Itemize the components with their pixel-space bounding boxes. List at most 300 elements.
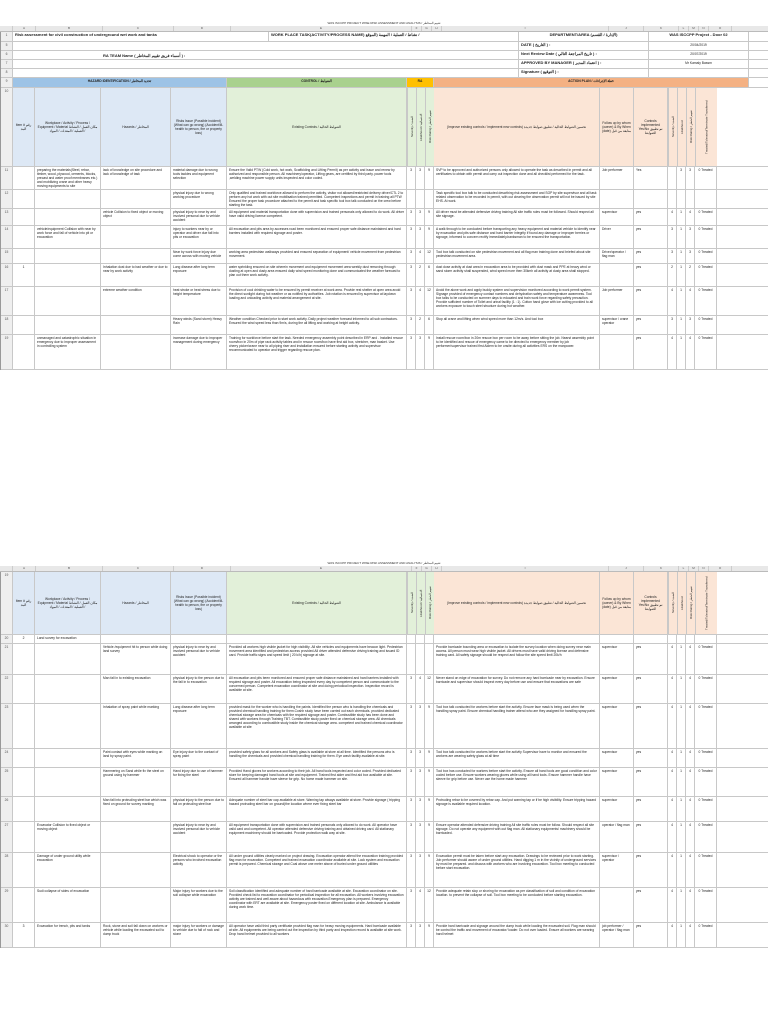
existing-controls: Soil classification identified and adequate number of hard barricade available at site. Excavation coordinator on site. Provided check list to excavation coordinator for periodical inspection for all excavation. All workers involving excavation activity are trained and well aware about hazardous with excavation.Emergency plan is prepared. Emergency coordinator with ERT are available at site. Emergency poster fixed on different location at site. Ambulance is available during work time.	[227, 888, 407, 922]
residual-risk: 3	[686, 167, 695, 189]
department-label: DEPARTMENT/AREA (الإدارة / القسم)	[519, 32, 649, 41]
existing-controls: Provided all workers high visible jacket for high visibility .All site vehicles and equipments have beacon light. Pedestrian movement area identified and pedestrian access provided.All driver attended defensive driving training and issued ID card. Provide traffic signs and speed limit ( 20 k/h) signage at site.	[227, 644, 407, 674]
treatment-status: 0 Treated	[695, 287, 717, 315]
implemented-value: yes	[634, 249, 668, 263]
improvement-action: A walk through to be conducted before transporting any heavy equipment and material vehicle to identify near by excavation and pits safe distance and hard barrier integrity if found any damage or improper berries or signage, informed to concern rectify immediately.banksman to be ensured the transportation.	[434, 226, 600, 248]
possible-incident: injury to workers near by or operator and driver due fall into pits or excavation	[171, 226, 227, 248]
item-number	[13, 853, 35, 887]
risk-rating-value: 12	[425, 287, 434, 315]
treatment-status: 0 Treated	[695, 167, 717, 189]
implemented-value	[634, 635, 668, 643]
work-place-label: WORK PLACE TASK(ACTIVITY/PROCESS NAME) نشاط / العملية / المهمة (الموقع /	[269, 32, 519, 41]
risk-row	[1, 167, 768, 190]
severity-value: 3	[407, 226, 416, 248]
header-risk-rating: Risk Rating / تقييم الخطر	[425, 572, 434, 634]
residual-risk: 4	[686, 644, 695, 674]
implemented-value: yes	[634, 264, 668, 286]
risk-row	[1, 209, 768, 226]
column-letter: H	[432, 566, 442, 571]
existing-controls: All excavation and pits area by accesses road been monitored and ensured proper safe distance maintained and hard barriers installed with required signage and poster.	[227, 226, 407, 248]
action-plan-header: ACTION PLAN / خطة الإجراءات	[434, 78, 749, 87]
column-letter: L	[679, 26, 689, 31]
column-letter: A	[13, 566, 36, 571]
possible-incident: Major injury for workers due to the soil collapse while excavation	[171, 888, 227, 922]
follow-up-owner: Job performer	[600, 287, 634, 315]
existing-controls	[227, 635, 407, 643]
section-band-row: 9 HAZARD IDENTIFICATION / تحديد المخاطر CONTROL / الضوابط RA ACTION PLAN / خطة الإجراءات	[1, 78, 768, 88]
likelihood-value: 3	[416, 167, 425, 189]
existing-controls: Adequate number of steel bar cap available at store. Warning tap always available at store. Provide signage ( tripping hazard protruding steel bar on ground)the location where ever fixing steel bar	[227, 797, 407, 821]
residual-risk: 4	[686, 209, 695, 225]
treatment-status	[695, 190, 717, 208]
row-number: 17	[1, 287, 13, 315]
follow-up-owner: operator / flag man	[600, 822, 634, 852]
residual-risk: 4	[686, 797, 695, 821]
follow-up-owner: supervisor	[600, 644, 634, 674]
risk-rating-value: 9	[425, 797, 434, 821]
row-number: 19	[1, 335, 13, 369]
project-name: WAS ISCCPP Project - Door 02	[649, 32, 749, 41]
column-letter: L	[679, 566, 689, 571]
residual-likelihood	[677, 190, 686, 208]
residual-severity: 4	[668, 822, 677, 852]
header-hazards: Hazards / المخاطر	[101, 572, 171, 634]
treatment-status: 0 Treated	[695, 888, 717, 922]
residual-risk: 4	[686, 822, 695, 852]
header-workplace: Workplace / Activity / Process / Equipment / Material مكان العمل / النشاط / العملية / المعدات / المواد	[35, 88, 101, 166]
workplace-activity	[35, 287, 101, 315]
risk-rating-value: 9	[425, 335, 434, 369]
header-treatment: Treated/Tolerated/Terminate Transferred	[695, 572, 717, 634]
hazard-identification-header: HAZARD IDENTIFICATION / تحديد المخاطر	[13, 78, 227, 87]
hazard-description	[101, 888, 171, 922]
risk-row	[1, 704, 768, 749]
risk-rating-value: 9	[425, 704, 434, 748]
residual-severity: 4	[668, 768, 677, 796]
risk-assessment-sheet: 1 Risk assessment for civil construction of underground wet work and tanks WORK PLACE TASK(ACTIVITY/PROCESS NAME) نشاط / العملية / المهمة (الموقع / DEPARTMENT/AREA (الإدارة / القسم) WAS ISCCPP Project - Door 02 5 DATE ( التاريخ ) : 20/04/2019 6 RA TEAM Name ( أسماء فريق تقييم المخاطر ) : Next Review Date ( تاريخ المراجعة التالي ) : 20/07/2019 7 APPROVED BY MANAGER ( اعتماد المدير ) : Mr Kamaly Bassm 8 Signature ( التوقيع ) : 9 HAZARD IDENTIFICATION / تحديد المخاطر CONTROL / الضوابط RA ACTION PLAN / خطة الإجراءات 10 Item # رقم البند Workplace / Activity / Process / Equipment / Material مكان العمل / النشاط / العملية / المعدات / المواد Hazards / المخاطر Risks Issue (Possible incident) (What can go wrong) (Accident/ill-health to person, fire or property loss) Existing Controls / الضوابط الحالية Severity / الشدة Likelihood / الاحتمالية Risk Rating / تقييم الخطر (Improve existing controls / implement new controls) تحسين الضوابط الحالية / تطبيق ضوابط جديدة Follow up by whom (owner) & By When (date) متابعة من قبل Controls implemented Yes/No تم تطبيق الضوابط Severity / الشدة Likelihood Risk Rating / تقييم الخطر Treated/Tolerated/Terminate Transferred 11 preparing the materials(Steel, rebar, timber, wood, plywood, cements, blocks, precast and water proof membranes etc.) and mobilizing crane and other heavy moving equipments to site lack of knowledge on site procedure and lack of knowledge of task material damage due to wrong tools tackles and equipment selection Ensure the Valid PTW (Cold work, hot work, Scaffolding and Lifting Permit) as per activity and issue and renew by authorized and responsible person. All machinery/operator, Lifting gears, are certified by third party. power tools ,welding machine power supply units inspected and color coded. 3 3 9 SVP to be approved and authorized persons only allowed to operate the task as described in permit and all certificates to obtain with permit and carry out inspection done and all checklist performed for the task. Job performer Yes 3 3 0 Treated 12 physical injury due to wrong working procedure Only qualified and trained workforce allowed to perform the activity, visitor not allowed/restricted delivery driver/CTL 2 to perform any hot work with out site mobilisation trained permitted. Competent inspections and permit in training all PTW Ensured the proper task procedure attached to the permit and task specific tool box talk conducted on the crew before starting the task. Task specific tool box talk to be conducted describing risk assessment and SOP by site supervisor and all task related observation to be recorded in permit, with out clearing the observation permit will not be issued by site EHS. At work. 13 vehicle Collision to fixed object or moving object physical injury to near by and involved personal due to vehicle accident All equipment and material transportation done with supervision and trained personals only allowed to do work. All driver have valid driving license competent. 3 3 9 All driver must be attended defensive driving training All site traffic rules must be followed. Should respect all site signage. supervisor yes 4 1 4 0 Treated 14 vehicle/equipment Collision with near by work force and fall of vehicle into pit or excavation injury to workers near by or operator and driver due fall into pits or excavation All excavation and pits area by accesses road been monitored and ensured proper safe distance maintained and hard barriers installed with required signage and poster. 3 3 9 A walk through to be conducted before transporting any heavy equipment and material vehicle to identify near by excavation and pits safe distance and hard barrier integrity if found any damage or improper berries or signage, informed to concern rectify immediately.banksman to be ensured the transportation. Driver yes 3 1 3 0 Treated 15 Near by work force injury due come across with moving vehicle working area pedestrian walkways provided and ensured separation of equipment/ vehicle movement from pedestrian movement. 3 4 12 Tool box talk conducted on site pedestrian movement and all flag man training done and briefed about site pedestrian movement area. Driver/operator / flag man yes 3 1 3 0 Treated 16 1 Inhalation dust due to bad weather or due to near by work activity Lung disease after long term exposure water sprinkling ensured on site wherein movement and equipment movement area weekly dust removing through dusting at open and dusty area ensured daily wind speed monitoring done and communicated the weather forecast to plan out them work activity. 3 2 6 dust dose activity at dust area in excavation area to be provided with dust mask and PPE at heavy wind or sand storm activity shall suspended, wind speed more then 30kmh all activity at dusty area shall stopped. yes 2 1 2 0 Treated 17 extreme weather condition heat stroke or heat stress due to height temperature Provision of cool drinking water to be ensured by permit receiver at work area. Provide rest shelter at open area avoid the direct sunlight during hot weather or as notified by authorities. Job rotation is ensured by supervisor at laydown loading and unloading activity and material arrangement at site. 3 4 12 Avoid the alone work and apply buddy system and supervision monitored according to work permit system. Signage provided of emergency contact numbers and dehydration safety and temperature awareness. Tool box talks to be conducted on summer days to educated and train work force regarding safety precaution. Provide sufficient number of Toilet and urinal facility (1 : 1). Cotton hand glove with ice cutting provided to all workers exposure to touch steel structure during hot weather. Job performer yes 4 1 4 0 Treated 18 Heavy winds (Sand storm) Heavy Rain Weather condition Checked prior to start work activity. Daily project weather forecast informed to all sub contractors. Ensured the wind speed less than 9m/s, during the all lifting and working at height activity. 3 2 6 Stop all crane and lifting when wind speed more than 12m/s. And tool box supervisor / crane operator yes 3 1 3 0 Treated 19 unmanaged and catastrophic situation in emergency due to improper assessment in controlling system increase damage due to improper management during emergency Training for workforce before start the task. Needed emergency assembly point described in ERP and . Installed rescue room/box in 20m of pipe rack activity tables and in rescue room/box have first aid box, stretcher, man basket. Use cherry picker/crane near to all piping riser and installation ensured before starting activity and supervisor recommunicated to operator and trigger regarding rescue plan. 3 3 9 Install rescue room/box in 20m rescue box per room to be away before sitting the job. Nearst assembly point to be identified and rescue of emergency came to be directed to emergency member by job performer/supervisor trained first Aidem to be onsite during all activities ERS on the manpower. yes 4 1 4 0 Treated	[0, 32, 768, 370]
hazard-description	[101, 190, 171, 208]
residual-likelihood: 1	[677, 644, 686, 674]
possible-incident: increase damage due to improper management during emergency	[171, 335, 227, 369]
likelihood-value: 4	[416, 675, 425, 703]
follow-up-owner: Driver	[600, 226, 634, 248]
workplace-activity	[35, 704, 101, 748]
item-number	[13, 768, 35, 796]
severity-value	[407, 190, 416, 208]
severity-value: 3	[407, 822, 416, 852]
risk-rating-value: 9	[425, 822, 434, 852]
header-improve-controls: (Improve existing controls / implement new controls) تحسين الضوابط الحالية / تطبيق ضوابط جديدة	[434, 572, 600, 634]
date-label: DATE ( التاريخ ) :	[519, 42, 649, 50]
date-value: 20/04/2019	[649, 42, 749, 50]
column-letter: D	[174, 566, 231, 571]
workplace-activity: Damage of under ground utility while excavation	[35, 853, 101, 887]
likelihood-value: 4	[416, 287, 425, 315]
hazard-description: Hammering on Sand while fix the steel on ground using by hammer	[101, 768, 171, 796]
residual-severity: 4	[668, 704, 677, 748]
follow-up-owner	[600, 264, 634, 286]
sheet-title: Risk assessment for civil construction of underground wet work and tanks	[13, 32, 269, 41]
item-number: 3	[13, 923, 35, 947]
column-letter: C	[103, 26, 174, 31]
residual-severity: 4	[668, 853, 677, 887]
residual-risk: 4	[686, 675, 695, 703]
hazard-description: Inhalation dust due to bad weather or due to near by work activity	[101, 264, 171, 286]
residual-risk	[686, 190, 695, 208]
risk-rating-value: 9	[425, 209, 434, 225]
existing-controls: Provided Hand gloves for workers according to their job. All hand tools inspected and color coded. Provided dedicated store for keeping damaged hand tools at site and equipment. Trained first aider and first aid box available at site. Ensured all hammer handle have sleeve for grip. No home made hammer on site.	[227, 768, 407, 796]
residual-risk: 4	[686, 923, 695, 947]
hazard-description: vehicle Collision to fixed object or moving object	[101, 209, 171, 225]
improvement-action: Avoid the alone work and apply buddy system and supervision monitored according to work permit system. Signage provided of emergency contact numbers and dehydration safety and temperature awareness. Tool box talks to be conducted on summer days to educated and train work force regarding safety precaution. Provide sufficient number of Toilet and urinal facility (1 : 1). Cotton hand glove with ice cutting provided to all workers exposure to touch steel structure during hot weather.	[434, 287, 600, 315]
residual-likelihood: 1	[677, 888, 686, 922]
risk-row	[1, 797, 768, 822]
hazard-description	[101, 853, 171, 887]
risk-rows-page-1	[1, 167, 768, 370]
severity-value: 3	[407, 797, 416, 821]
risk-row	[1, 923, 768, 948]
row-number: 21	[1, 644, 13, 674]
risk-row	[1, 249, 768, 264]
residual-risk: 4	[686, 853, 695, 887]
item-number: 2	[13, 635, 35, 643]
residual-risk: 4	[686, 749, 695, 767]
hazard-description	[101, 249, 171, 263]
header-possible-incident: Risks Issue (Possible incident) (What can go wrong) (Accident/ill-health to person, fire or property loss)	[171, 572, 227, 634]
severity-value: 3	[407, 264, 416, 286]
column-letter: H	[432, 26, 442, 31]
likelihood-value: 3	[416, 209, 425, 225]
existing-controls: All equipment transportation done with supervision and trained personals only allowed to do work. All operator have valid card and competent. All operator attended defensive driving training and obtained driving card. All stationary equipment machinery should be barricaded. Provide protection walk way at site.	[227, 822, 407, 852]
hazard-description	[101, 226, 171, 248]
workplace-activity	[35, 264, 101, 286]
follow-up-owner: supervisor / operator	[600, 853, 634, 887]
item-number	[13, 316, 35, 334]
column-letter: B	[36, 26, 103, 31]
possible-incident: Lung disease after long term exposure	[171, 704, 227, 748]
row-number: 14	[1, 226, 13, 248]
sheet-page-1	[0, 20, 768, 370]
workplace-activity	[35, 768, 101, 796]
implemented-value: yes	[634, 888, 668, 922]
item-number	[13, 888, 35, 922]
workplace-activity	[35, 644, 101, 674]
column-header-row-2	[1, 572, 768, 635]
residual-likelihood: 1	[677, 209, 686, 225]
sheet-page-2	[0, 560, 768, 948]
improvement-action: Tool box talk conducted for workers before start the activity Supervisor have to monitor and ensured the workers are wearing safety glass at all time	[434, 749, 600, 767]
residual-likelihood: 1	[677, 853, 686, 887]
existing-controls: working area pedestrian walkways provided and ensured separation of equipment/ vehicle movement from pedestrian movement.	[227, 249, 407, 263]
risk-rows-page-2	[1, 635, 768, 948]
item-number	[13, 749, 35, 767]
likelihood-value	[416, 635, 425, 643]
residual-likelihood	[677, 635, 686, 643]
improvement-action: Task specific tool box talk to be conducted describing risk assessment and SOP by site supervisor and all task related observation to be recorded in permit, with out clearing the observation permit will not be issued by site EHS. At work.	[434, 190, 600, 208]
header-severity: Severity / الشدة	[407, 88, 416, 166]
residual-severity: 2	[668, 264, 677, 286]
follow-up-owner	[600, 335, 634, 369]
column-letter: F	[412, 566, 422, 571]
column-letter: J	[609, 26, 644, 31]
column-letter: E	[231, 26, 412, 31]
column-letter: E	[231, 566, 412, 571]
residual-likelihood: 1	[677, 264, 686, 286]
residual-severity: 4	[668, 209, 677, 225]
column-letter: A	[13, 26, 36, 31]
treatment-status: 0 Treated	[695, 822, 717, 852]
residual-severity: 4	[668, 335, 677, 369]
improvement-action: Protruding rebar to be covered by rebar cap. And put warning tap or if be high visibility. Ensure tripping hazard signage is available required location.	[434, 797, 600, 821]
existing-controls: Provision of cool drinking water to be ensured by permit receiver at work area. Provide rest shelter at open area avoid the direct sunlight during hot weather or as notified by authorities. Job rotation is ensured by supervisor at laydown loading and unloading activity and material arrangement at site.	[227, 287, 407, 315]
column-letter: K	[644, 26, 679, 31]
implemented-value: yes	[634, 822, 668, 852]
residual-severity: 4	[668, 888, 677, 922]
likelihood-value: 2	[416, 316, 425, 334]
possible-incident: physical injury to near by and involved personal due to vehicle accident	[171, 644, 227, 674]
hazard-description	[101, 635, 171, 643]
residual-likelihood: 3	[677, 167, 686, 189]
residual-severity: 4	[668, 287, 677, 315]
risk-row	[1, 226, 768, 249]
likelihood-value: 3	[416, 797, 425, 821]
item-number	[13, 704, 35, 748]
improvement-action: Stop all crane and lifting when wind speed more than 12m/s. And tool box	[434, 316, 600, 334]
column-letter: O	[709, 26, 732, 31]
treatment-status: 0 Treated	[695, 335, 717, 369]
column-letter	[0, 26, 13, 31]
header-likelihood-2: Likelihood	[677, 572, 686, 634]
residual-risk: 3	[686, 249, 695, 263]
possible-incident: Lung disease after long term exposure	[171, 264, 227, 286]
severity-value: 3	[407, 167, 416, 189]
review-date-value: 20/07/2019	[649, 51, 749, 59]
residual-risk: 4	[686, 335, 695, 369]
risk-rating-value: 9	[425, 167, 434, 189]
header-severity-2: Severity / الشدة	[668, 572, 677, 634]
workplace-activity	[35, 316, 101, 334]
hazard-description: Rock, stone and soil fall down on workers or vehicle while loading the excavated soil to dump truck	[101, 923, 171, 947]
approved-by-label: APPROVED BY MANAGER ( اعتماد المدير ) :	[519, 60, 649, 68]
possible-incident: Eye injury due to the contact of spray paint	[171, 749, 227, 767]
follow-up-owner: supervisor	[600, 209, 634, 225]
treatment-status: 0 Treated	[695, 768, 717, 796]
follow-up-owner: Job performer	[600, 167, 634, 189]
column-letter: M	[689, 26, 699, 31]
improvement-action: dust dose activity at dust area in excavation area to be provided with dust mask and PPE at heavy wind or sand storm activity shall suspended, wind speed more then 30kmh all activity at dusty area shall stopped.	[434, 264, 600, 286]
risk-row	[1, 675, 768, 704]
improvement-action: Tool box talk conducted on site pedestrian movement and all flag man training done and briefed about site pedestrian movement area.	[434, 249, 600, 263]
residual-risk	[686, 635, 695, 643]
implemented-value: yes	[634, 335, 668, 369]
improvement-action: Provide adequate retain slop or shoring for excavation as per classification of soil and condition of excavation location. to prevent the collapse of soil. Tool box meeting to be conducted before starting excavation.	[434, 888, 600, 922]
workplace-activity	[35, 749, 101, 767]
item-number	[13, 190, 35, 208]
workplace-activity: Excavator Collision to fixed object or moving object	[35, 822, 101, 852]
risk-rating-value: 12	[425, 675, 434, 703]
row-number: 13	[1, 209, 13, 225]
treatment-status: 0 Treated	[695, 264, 717, 286]
residual-severity: 4	[668, 644, 677, 674]
improvement-action: SVP to be approved and authorized persons only allowed to operate the task as described in permit and all certificates to obtain with permit and carry out inspection done and all checklist performed for the task.	[434, 167, 600, 189]
existing-controls: All equipment and material transportation done with supervision and trained personals only allowed to do work. All driver have valid driving license competent.	[227, 209, 407, 225]
severity-value: 3	[407, 675, 416, 703]
residual-likelihood: 1	[677, 768, 686, 796]
treatment-status: 0 Treated	[695, 704, 717, 748]
improvement-action: Tool box talk conducted for workers before start the activity. Ensure face mask is being used when the handling spray paint. Ensure chemical handling trainer attend who are they assigned for handling spray paint.	[434, 704, 600, 748]
residual-likelihood: 1	[677, 249, 686, 263]
treatment-status: 0 Treated	[695, 249, 717, 263]
severity-value	[407, 635, 416, 643]
residual-likelihood: 1	[677, 923, 686, 947]
residual-likelihood: 1	[677, 316, 686, 334]
residual-risk: 4	[686, 888, 695, 922]
approved-by-value: Mr Kamaly Bassm	[649, 60, 749, 68]
column-letter: O	[709, 566, 732, 571]
row-number: 29	[1, 888, 13, 922]
column-letter: I	[442, 26, 609, 31]
row-number: 16	[1, 264, 13, 286]
likelihood-value: 2	[416, 264, 425, 286]
improvement-action: Ensure operator attended defensive driving training All site traffic rules must be follow. Should respect all site signage. Do not operate any equipment with out flag man. All stationary equipments/ machinery should be barricaded.	[434, 822, 600, 852]
implemented-value: yes	[634, 316, 668, 334]
likelihood-value: 3	[416, 749, 425, 767]
workplace-activity: preparing the materials(Steel, rebar, timber, wood, plywood, cements, blocks, precast and water proof membranes etc.) and mobilizing crane and other heavy moving equipments to site	[35, 167, 101, 189]
hazard-description	[101, 335, 171, 369]
hazard-description: Inhalation of spray paint while marking	[101, 704, 171, 748]
possible-incident: Heavy winds (Sand storm) Heavy Rain	[171, 316, 227, 334]
header-severity: Severity / الشدة	[407, 572, 416, 634]
workplace-activity	[35, 249, 101, 263]
implemented-value	[634, 190, 668, 208]
hazard-description: extreme weather condition	[101, 287, 171, 315]
workplace-activity: vehicle/equipment Collision with near by work force and fall of vehicle into pit or excavation	[35, 226, 101, 248]
risk-rating-value	[425, 635, 434, 643]
row-number: 30	[1, 923, 13, 947]
header-controls-implemented: Controls implemented Yes/No تم تطبيق الضوابط	[634, 572, 668, 634]
risk-rating-value: 12	[425, 888, 434, 922]
implemented-value: yes	[634, 704, 668, 748]
existing-controls: Weather condition Checked prior to start work activity. Daily project weather forecast informed to all sub contractors. Ensured the wind speed less than 9m/s, during the all lifting and working at height activity.	[227, 316, 407, 334]
residual-severity	[668, 635, 677, 643]
hazard-description	[101, 316, 171, 334]
document-header: WAS ISCCPP PROJECT WISE RISK ASSESSMENT AND ANALYSIS / تقييم المخاطر	[327, 21, 441, 25]
header-likelihood-2: Likelihood	[677, 88, 686, 166]
improvement-action: Never stand on edge of excavation for survey. Do not remove any hard barricade near by excavation. Ensure barricade and supervisor should inspect every day before use and ensure that excavations are safe	[434, 675, 600, 703]
column-letter: M	[689, 566, 699, 571]
likelihood-value: 3	[416, 226, 425, 248]
follow-up-owner: supervisor	[600, 675, 634, 703]
workplace-activity	[35, 675, 101, 703]
treatment-status: 0 Treated	[695, 316, 717, 334]
risk-row	[1, 264, 768, 287]
risk-rating-value	[425, 190, 434, 208]
risk-row	[1, 287, 768, 316]
risk-row	[1, 316, 768, 335]
hazard-description: lack of knowledge on site procedure and lack of knowledge of task	[101, 167, 171, 189]
likelihood-value: 3	[416, 923, 425, 947]
column-letter: D	[174, 26, 231, 31]
row-number: 22	[1, 675, 13, 703]
severity-value: 3	[407, 923, 416, 947]
row-number: 26	[1, 797, 13, 821]
possible-incident: Near by work force injury due come across with moving vehicle	[171, 249, 227, 263]
risk-rating-value: 9	[425, 768, 434, 796]
follow-up-owner: Driver/operator / flag man	[600, 249, 634, 263]
implemented-value: yes	[634, 226, 668, 248]
existing-controls: Training for workforce before start the task. Needed emergency assembly point described in ERP and . Installed rescue room/box in 20m of pipe rack activity tables and in rescue room/box have first aid box, stretcher, man basket. Use cherry picker/crane near to all piping riser and installation ensured before starting activity and supervisor recommunicated to operator and trigger regarding rescue plan.	[227, 335, 407, 369]
likelihood-value: 4	[416, 888, 425, 922]
possible-incident: Electrical shock to operator or the persons who involved excavation activity	[171, 853, 227, 887]
column-letter: N	[699, 26, 709, 31]
header-risk-rating-2: Risk Rating / تقييم الخطر	[686, 88, 695, 166]
residual-risk: 2	[686, 264, 695, 286]
residual-severity	[668, 190, 677, 208]
title-row: 1 Risk assessment for civil construction of underground wet work and tanks WORK PLACE TASK(ACTIVITY/PROCESS NAME) نشاط / العملية / المهمة (الموقع / DEPARTMENT/AREA (الإدارة / القسم) WAS ISCCPP Project - Door 02	[1, 32, 768, 42]
severity-value: 3	[407, 287, 416, 315]
existing-controls: water sprinkling ensured on site wherein movement and equipment movement area weekly dust removing through dusting at open and dusty area ensured daily wind speed monitoring done and communicated the weather forecast to plan out them work activity.	[227, 264, 407, 286]
header-hazards: Hazards / المخاطر	[101, 88, 171, 166]
existing-controls: Ensure the Valid PTW (Cold work, hot work, Scaffolding and Lifting Permit) as per activity and issue and renew by authorized and responsible person. All machinery/operator, Lifting gears, are certified by third party. power tools ,welding machine power supply units inspected and color coded.	[227, 167, 407, 189]
possible-incident: material damage due to wrong tools tackles and equipment selection	[171, 167, 227, 189]
existing-controls: All operator have valid third party certificate provided flag man for heavy moving equipments. Hard barricade available at site. All equipments are being carried out the inspection by third party and inspection record is available at site work. Drop hand helmet provided to all workers	[227, 923, 407, 947]
existing-controls: All excavation and pits been monitored and ensured proper safe distance maintained and hard barriers installed with required signage and poster. All excavation being inspected every day by competent person and communicate to the concerned person. Competent excavation coordinator at site and doing periodical inspection. Inspection record is available at site.	[227, 675, 407, 703]
item-number	[13, 249, 35, 263]
likelihood-value	[416, 644, 425, 674]
residual-risk: 3	[686, 226, 695, 248]
improvement-action	[434, 635, 600, 643]
residual-likelihood: 1	[677, 749, 686, 767]
header-likelihood: Likelihood / الاحتمالية	[416, 572, 425, 634]
possible-incident	[171, 635, 227, 643]
treatment-status: 0 Treated	[695, 923, 717, 947]
implemented-value: yes	[634, 644, 668, 674]
item-number	[13, 675, 35, 703]
row-number: 28	[1, 853, 13, 887]
signature-label: Signature ( التوقيع ) :	[519, 69, 649, 77]
residual-likelihood: 1	[677, 797, 686, 821]
hazard-description	[101, 822, 171, 852]
item-number	[13, 644, 35, 674]
column-letter	[0, 566, 13, 571]
risk-row	[1, 853, 768, 888]
residual-severity: 4	[668, 749, 677, 767]
risk-row	[1, 822, 768, 853]
implemented-value: yes	[634, 287, 668, 315]
header-existing-controls: Existing Controls / الضوابط الحالية	[227, 572, 407, 634]
row-number: 18	[1, 316, 13, 334]
risk-row	[1, 635, 768, 644]
item-number: 1	[13, 264, 35, 286]
residual-severity: 3	[668, 249, 677, 263]
header-risk-rating: Risk Rating / تقييم الخطر	[425, 88, 434, 166]
follow-up-owner	[600, 888, 634, 922]
risk-row	[1, 190, 768, 209]
header-possible-incident: Risks Issue (Possible incident) (What can go wrong) (Accident/ill-health to person, fire or property loss)	[171, 88, 227, 166]
risk-rating-value: 9	[425, 749, 434, 767]
treatment-status: 0 Treated	[695, 797, 717, 821]
row-number: 19	[1, 572, 13, 634]
treatment-status: 0 Treated	[695, 675, 717, 703]
treatment-status: 0 Treated	[695, 209, 717, 225]
likelihood-value: 3	[416, 853, 425, 887]
severity-value: 3	[407, 888, 416, 922]
header-item: Item # رقم البند	[13, 88, 35, 166]
existing-controls: All under ground utilities clearly marked on project drawing. Excavation operator attend the excavation training provided flag man for excavation. Competent and trained excavation coordinator available at site. Lock system and excavation permit is prepared. Chemical storage and Coal above one meter above of buried under ground utilities	[227, 853, 407, 887]
follow-up-owner: supervisor	[600, 768, 634, 796]
risk-rating-value: 9	[425, 853, 434, 887]
residual-severity: 4	[668, 797, 677, 821]
